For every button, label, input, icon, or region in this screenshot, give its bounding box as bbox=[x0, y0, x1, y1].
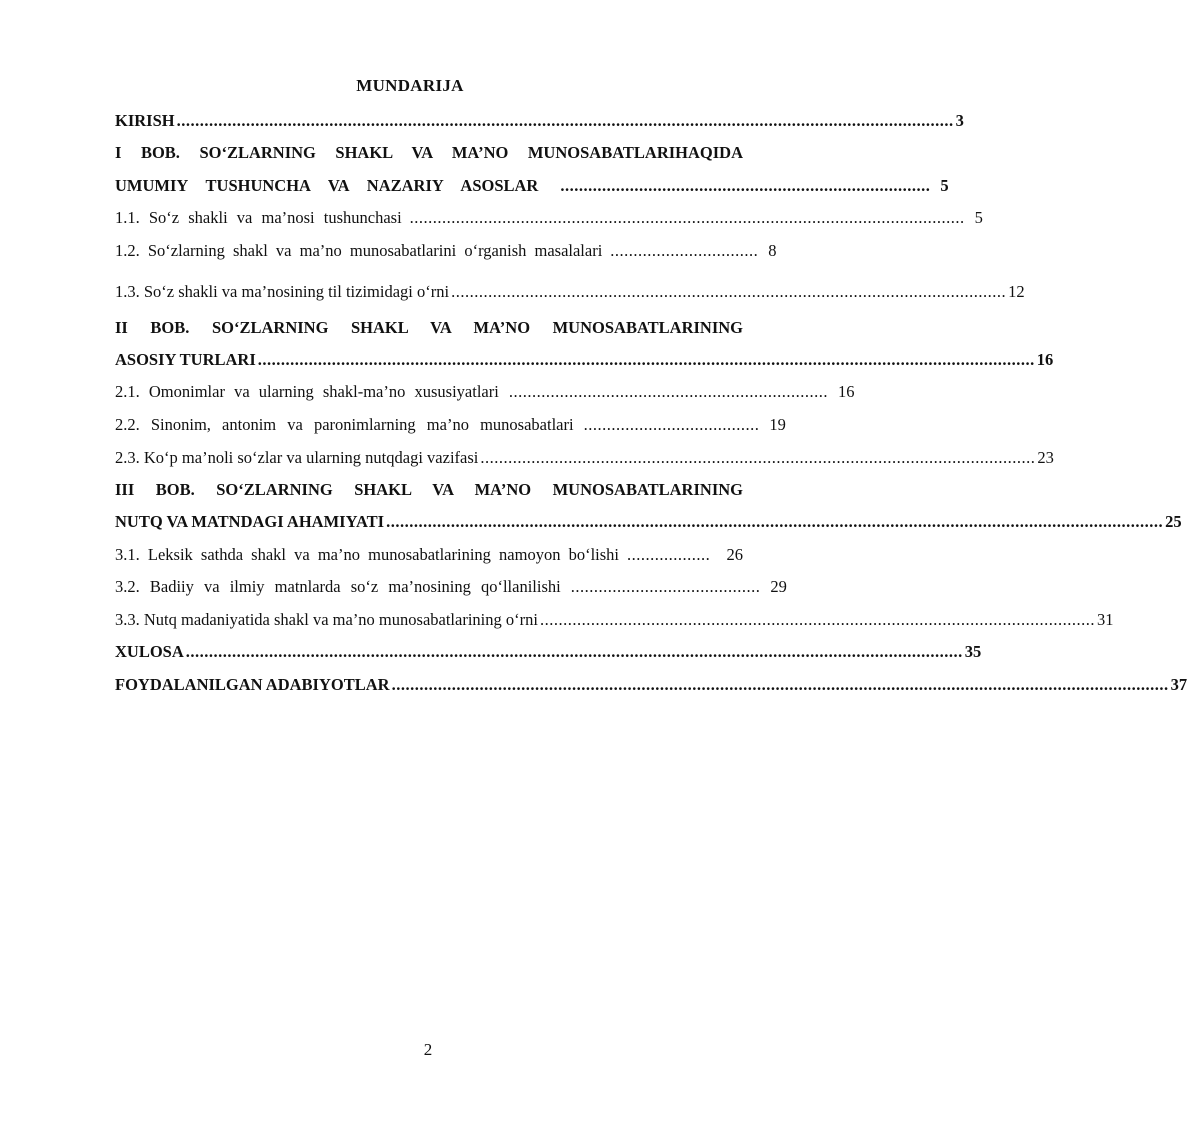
dot-leader: .................. bbox=[627, 545, 711, 564]
toc-entry-title: 1.1. So‘z shakli va ma’nosi tushunchasi bbox=[115, 208, 402, 227]
toc-page-number: 16 bbox=[1036, 350, 1054, 369]
dot-leader: ........................................................................................................................................................................ bbox=[185, 642, 963, 661]
toc-page-number: 25 bbox=[1165, 512, 1182, 531]
toc-entry-2-1[interactable] bbox=[115, 382, 855, 402]
toc-entry-title: ASOSIY TURLARI bbox=[115, 350, 256, 369]
dot-leader: ................................................................................ bbox=[560, 176, 931, 195]
toc-page-number: 3 bbox=[955, 111, 964, 130]
toc-entry-3-1[interactable] bbox=[115, 545, 743, 565]
dot-leader: ......................................... bbox=[570, 577, 761, 596]
toc-entry-3-3[interactable] bbox=[115, 610, 1114, 630]
toc-page-number: 19 bbox=[769, 415, 786, 434]
toc-entry-kirish[interactable] bbox=[115, 111, 964, 131]
toc-entry-title: 2.1. Omonimlar va ularning shakl-ma’no xususiyatlari bbox=[115, 382, 499, 401]
toc-page-number: 31 bbox=[1096, 610, 1114, 629]
dot-leader: ........................................................................................................................................................................ bbox=[176, 111, 954, 130]
toc-chapter-heading-1: I BOB. SO‘ZLARNING SHAKL VA MA’NO MUNOSABATLARIHAQIDA bbox=[115, 143, 743, 162]
toc-page-number: 23 bbox=[1037, 448, 1054, 467]
toc-page-number: 37 bbox=[1170, 675, 1187, 694]
toc-entry-3-2[interactable] bbox=[115, 577, 787, 597]
toc-page-number: 26 bbox=[726, 545, 743, 564]
toc-entry-title: UMUMIY TUSHUNCHA VA NAZARIY ASOSLAR bbox=[115, 176, 539, 195]
toc-entry-1-1[interactable] bbox=[115, 208, 983, 228]
dot-leader: ........................................................................................................................ bbox=[409, 208, 965, 227]
toc-chapter-heading-2: II BOB. SO‘ZLARNING SHAKL VA MA’NO MUNOSABATLARINING bbox=[115, 318, 743, 337]
toc-entry-1-3[interactable] bbox=[115, 282, 1025, 302]
dot-leader: ........................................................................................................................ bbox=[451, 282, 1007, 301]
page-number: 2 bbox=[423, 1040, 433, 1059]
toc-entry-title: FOYDALANILGAN ADABIYOTLAR bbox=[115, 675, 390, 694]
toc-page-number: 35 bbox=[964, 642, 982, 661]
toc-entry-xulosa[interactable] bbox=[115, 642, 982, 662]
toc-entry-chapter-1[interactable] bbox=[115, 176, 949, 196]
toc-page-number: 29 bbox=[770, 577, 787, 596]
dot-leader: ..................................................................... bbox=[508, 382, 828, 401]
toc-chapter-heading-3: III BOB. SO‘ZLARNING SHAKL VA MA’NO MUNOSABATLARINING bbox=[115, 480, 743, 499]
toc-entry-2-2[interactable] bbox=[115, 415, 786, 435]
toc-entry-title: XULOSA bbox=[115, 642, 184, 661]
page-title: MUNDARIJA bbox=[356, 76, 464, 95]
toc-entry-title: 2.2. Sinonim, antonim va paronimlarning ma’no munosabatlari bbox=[115, 415, 574, 434]
toc-entry-title: 3.3. Nutq madaniyatida shakl va ma’no munosabatlarining o‘rni bbox=[115, 610, 538, 629]
toc-entry-title: 1.2. So‘zlarning shakl va ma’no munosabatlarini o‘rganish masalalari bbox=[115, 241, 603, 260]
toc-page-number: 5 bbox=[940, 176, 949, 195]
toc-entry-title: 3.2. Badiiy va ilmiy matnlarda so‘z ma’nosining qo‘llanilishi bbox=[115, 577, 561, 596]
dot-leader: ........................................................................................................................................................................ bbox=[257, 350, 1035, 369]
toc-entry-2-3[interactable] bbox=[115, 448, 1054, 468]
toc-entry-title: 2.3. Ko‘p ma’noli so‘zlar va ularning nutqdagi vazifasi bbox=[115, 448, 479, 467]
toc-entry-1-2[interactable] bbox=[115, 241, 777, 261]
toc-page-number: 5 bbox=[974, 208, 983, 227]
dot-leader: ........................................................................................................................ bbox=[480, 448, 1036, 467]
toc-entry-title: 1.3. So‘z shakli va ma’nosining til tizimidagi o‘rni bbox=[115, 282, 450, 301]
toc-entry-chapter-3[interactable] bbox=[115, 512, 1182, 532]
dot-leader: ........................................................................................................................................................................ bbox=[391, 675, 1169, 694]
toc-entry-adabiyotlar[interactable] bbox=[115, 675, 1187, 695]
dot-leader: ........................................................................................................................................................................ bbox=[386, 512, 1164, 531]
dot-leader: ........................................................................................................................ bbox=[539, 610, 1095, 629]
toc-entry-title: NUTQ VA MATNDAGI AHAMIYATI bbox=[115, 512, 385, 531]
toc-entry-chapter-2[interactable] bbox=[115, 350, 1054, 370]
toc-page-number: 8 bbox=[768, 241, 777, 260]
toc-page-number: 12 bbox=[1008, 282, 1025, 301]
toc-page-number: 16 bbox=[837, 382, 855, 401]
dot-leader: ...................................... bbox=[583, 415, 760, 434]
toc-entry-title: 3.1. Leksik sathda shakl va ma’no munosabatlarining namoyon bo‘lishi bbox=[115, 545, 619, 564]
toc-entry-title: KIRISH bbox=[115, 111, 175, 130]
dot-leader: ................................ bbox=[610, 241, 759, 260]
